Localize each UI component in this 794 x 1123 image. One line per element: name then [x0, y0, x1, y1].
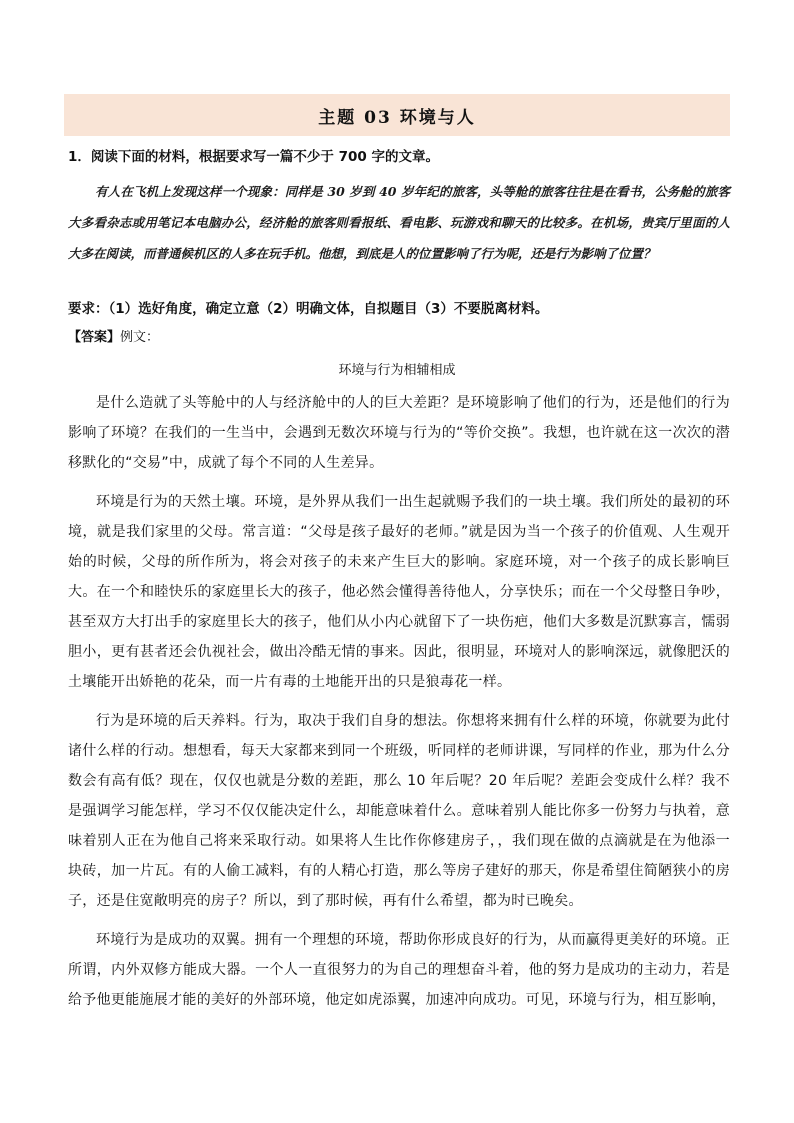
essay-paragraph: 行为是环境的后天养料。行为，取决于我们自身的想法。你想将来拥有什么样的环境，你就要为此付诸什么样的行动。想想看，每天大家都来到同一个班级，听同样的老师讲课，写同样的作业，那为什么分数会有高有低？现在，仅仅也就是分数的差距，那么 10 年后呢？20 年后呢？差距会变成什么样？我不是强调学习能怎样，学习不仅仅能决定什么，却能意味着什么。意味着别人能比你多一份努力与执着，意味着别人正在为他自己将来采取行动。如果将人生比作你修建房子，，我们现在做的点滴就是在为他添一块砖，加一片瓦。有的人偷工减料，有的人精心打造，那么等房子建好的那天，你是希望住简陋狭小的房子，还是住宽敞明亮的房子？所以，到了那时候，再有什么希望，都为时已晚矣。: [68, 713, 730, 909]
essay-paragraph: 是什么造就了头等舱中的人与经济舱中的人的巨大差距？是环境影响了他们的行为，还是他们的行为影响了环境？在我们的一生当中，会遇到无数次环境与行为的“等价交换”。我想，也许就在这一次次的潜移默化的“交易”中，成就了每个不同的人生差异。: [68, 395, 730, 471]
answer-label: 【答案】: [68, 330, 121, 345]
question-material: 有人在飞机上发现这样一个现象：同样是 30 岁到 40 岁年纪的旅客，头等舱的旅客往往是在看书，公务舱的旅客大多看杂志或用笔记本电脑办公，经济舱的旅客则看报纸、看电影、玩游戏和聊天的比较多。在机场，贵宾厅里面的人大多在阅读，而普通候机区的人多在玩手机。他想，到底是人的位置影响了行为呢，还是行为影响了位置？: [68, 184, 730, 261]
essay-body: [68, 388, 730, 1024]
writing-requirements: 要求：（1）选好角度，确定立意（2）明确文体，自拟题目（3）不要脱离材料。: [68, 301, 549, 317]
answer-heading: [68, 327, 728, 349]
topic-title: 主题 03 环境与人: [318, 107, 476, 128]
question-prompt: 1．阅读下面的材料，根据要求写一篇不少于 700 字的文章。: [68, 149, 439, 165]
answer-prefix: 例文：: [120, 330, 160, 345]
essay-paragraph: 环境行为是成功的双翼。拥有一个理想的环境，帮助你形成良好的行为，从而赢得更美好的环境。正所谓，内外双修方能成大器。一个人一直很努力的为自己的理想奋斗着，他的努力是成功的主动力，若是给予他更能施展才能的美好的外部环境，他定如虎添翼，加速冲向成功。可见，环境与行为，相互影响，: [68, 932, 730, 1008]
essay-paragraph: 环境是行为的天然土壤。环境，是外界从我们一出生起就赐予我们的一块土壤。我们所处的最初的环境，就是我们家里的父母。常言道：“父母是孩子最好的老师。”就是因为当一个孩子的价值观、人生观开始的时候，父母的所作所为，将会对孩子的未来产生巨大的影响。家庭环境，对一个孩子的成长影响巨大。在一个和睦快乐的家庭里长大的孩子，他必然会懂得善待他人，分享快乐；而在一个父母整日争吵，甚至双方大打出手的家庭里长大的孩子，他们从小内心就留下了一块伤疤，他们大多数是沉默寡言，懦弱胆小，更有甚者还会仇视社会，做出冷酷无情的事来。因此，很明显，环境对人的影响深远，就像肥沃的土壤能开出娇艳的花朵，而一片有毒的土地能开出的只是狼毒花一样。: [68, 494, 730, 690]
essay-title: 环境与行为相辅相成: [338, 363, 456, 378]
topic-title-banner: [64, 94, 730, 136]
